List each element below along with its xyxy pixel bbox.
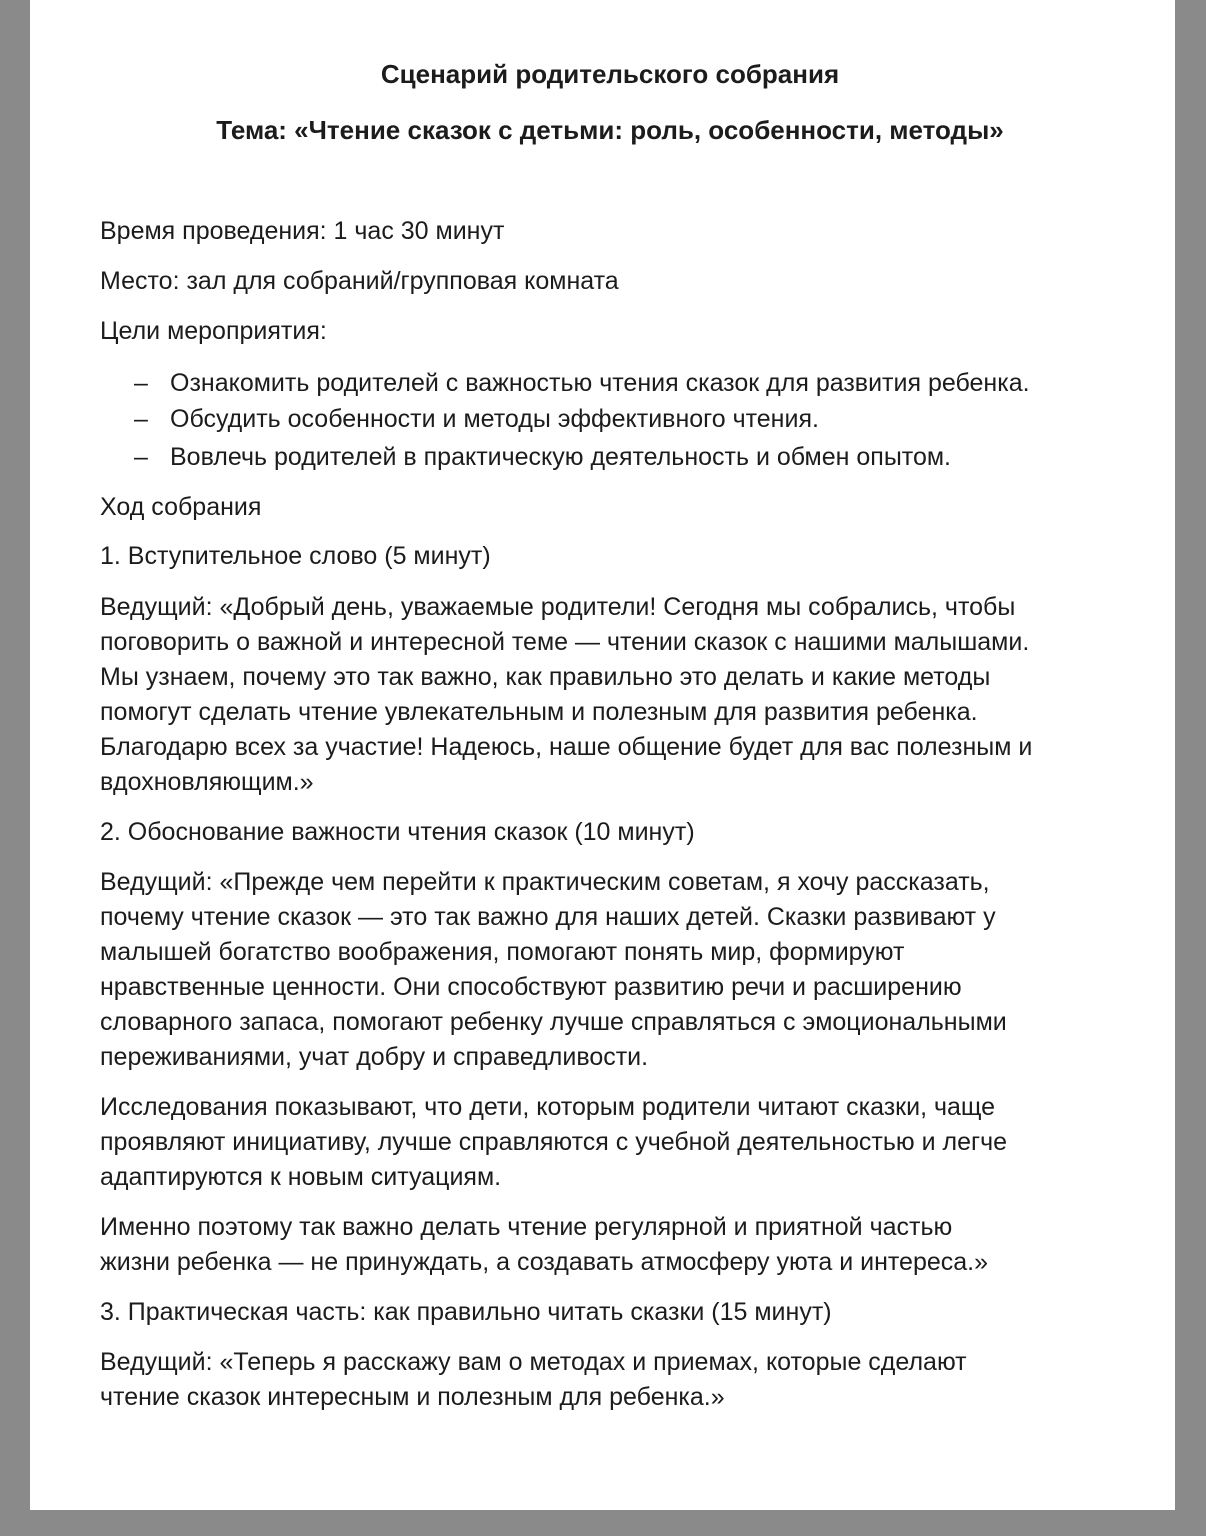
goal-item [134,402,819,437]
text-line: словарного запаса, помогают ребенку лучше справляться с эмоциональными [100,1008,1007,1036]
goals-heading: Цели мероприятия: [100,317,327,345]
text-line: Ведущий: «Добрый день, уважаемые родители! Сегодня мы собрались, чтобы [100,593,1016,621]
text-line: переживаниями, учат добру и справедливости. [100,1043,649,1071]
section1-heading: 1. Вступительное слово (5 минут) [100,542,491,570]
section3-heading: 3. Практическая часть: как правильно читать сказки (15 минут) [100,1298,832,1326]
section1-paragraph [100,590,1140,800]
place-line: Место: зал для собраний/групповая комната [100,267,619,295]
document-title: Сценарий родительского собрания [380,59,840,89]
text-line: нравственные ценности. Они способствуют развитию речи и расширению [100,973,962,1001]
text-line: поговорить о важной и интересной теме — чтении сказок с нашими малышами. [100,628,1030,656]
document-subtitle: Тема: «Чтение сказок с детьми: роль, особенности, методы» [216,115,1004,145]
text-line: Именно поэтому так важно делать чтение регулярной и приятной частью [100,1213,953,1241]
goal-text: Ознакомить родителей с важностью чтения сказок для развития ребенка. [170,369,1030,397]
text-line: вдохновляющим.» [100,768,314,796]
text-line: малышей богатство воображения, помогают понять мир, формируют [100,938,905,966]
text-line: Исследования показывают, что дети, которым родители читают сказки, чаще [100,1093,996,1121]
section2-paragraph-3 [100,1210,1140,1280]
text-line: проявляют инициативу, лучше справляются с учебной деятельностью и легче [100,1128,1008,1156]
text-line: Благодарю всех за участие! Надеюсь, наше общение будет для вас полезным и [100,733,1033,761]
goal-text: Обсудить особенности и методы эффективного чтения. [170,405,819,433]
text-line: адаптируются к новым ситуациям. [100,1163,502,1191]
section2-heading: 2. Обоснование важности чтения сказок (10 минут) [100,818,695,846]
goal-item [134,440,951,475]
text-line: помогут сделать чтение увлекательным и полезным для развития ребенка. [100,698,978,726]
bullet-marker: – [134,405,148,433]
text-line: чтение сказок интересным и полезным для ребенка.» [100,1383,725,1411]
text-line: Ведущий: «Теперь я расскажу вам о методах и приемах, которые сделают [100,1348,967,1376]
section2-paragraph-2 [100,1090,1140,1195]
bullet-marker: – [134,443,148,471]
document-page [30,0,1175,1510]
section2-paragraph-1 [100,865,1140,1075]
goal-text: Вовлечь родителей в практическую деятельность и обмен опытом. [170,443,952,471]
text-line: почему чтение сказок — это так важно для наших детей. Сказки развивают у [100,903,996,931]
time-line: Время проведения: 1 час 30 минут [100,217,505,245]
course-heading: Ход собрания [100,493,262,521]
text-line: Мы узнаем, почему это так важно, как правильно это делать и какие методы [100,663,991,691]
bullet-marker: – [134,369,148,397]
goal-item [134,366,1030,401]
text-line: Ведущий: «Прежде чем перейти к практическим советам, я хочу рассказать, [100,868,990,896]
section3-paragraph [100,1345,1140,1415]
text-line: жизни ребенка — не принуждать, а создавать атмосферу уюта и интереса.» [100,1248,989,1276]
